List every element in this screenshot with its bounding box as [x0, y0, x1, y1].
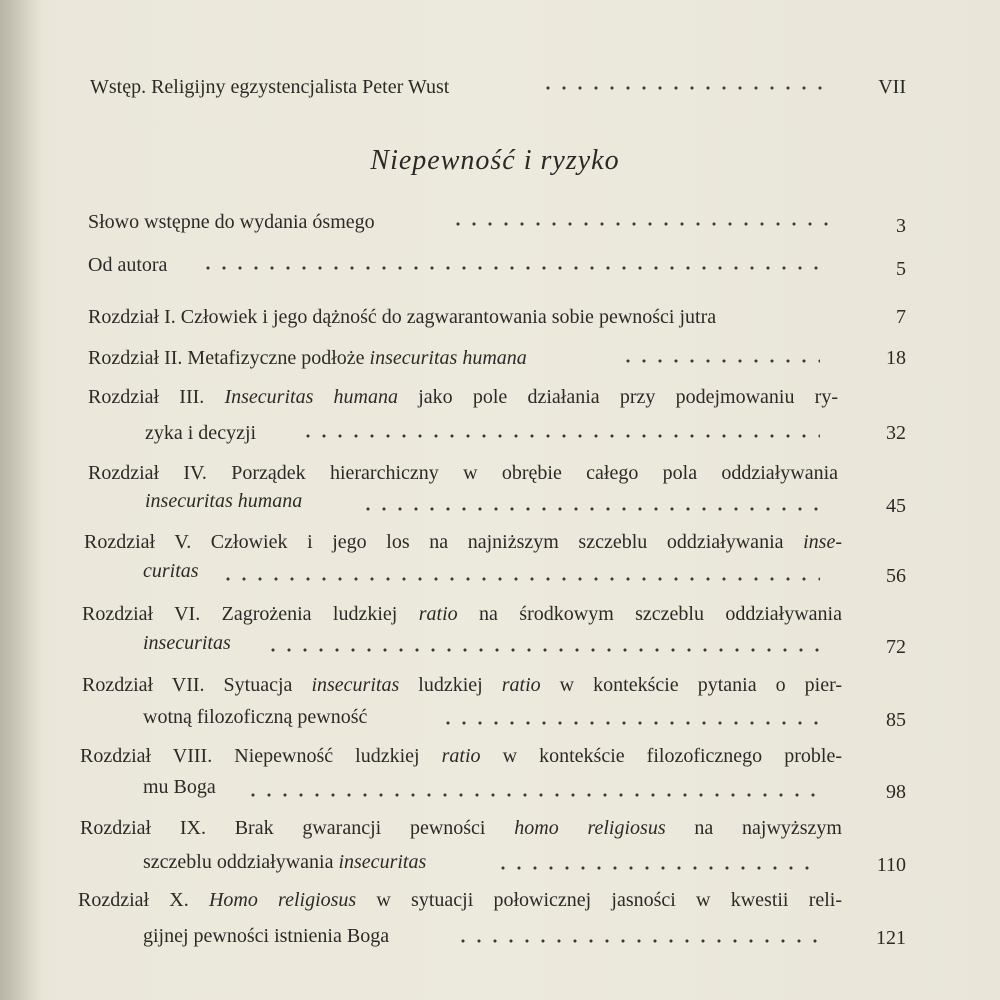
chapter-10-leader-dots	[455, 931, 820, 951]
italic-term: curitas	[143, 560, 199, 582]
text-segment: Rozdział VIII. Niepewność ludzkiej	[80, 745, 442, 767]
italic-term: insecuritas	[311, 674, 400, 696]
text-segment: Rozdział VI. Zagrożenia ludzkiej	[82, 603, 419, 625]
text-segment: Rozdział X.	[78, 889, 209, 911]
chapter-2-line-1	[88, 341, 527, 375]
chapter-3-page-number: 32	[886, 422, 906, 444]
chapter-4-leader-dots	[360, 499, 820, 519]
text-segment: Rozdział V. Człowiek i jego los na najniższym szczeblu oddziaływania	[84, 531, 804, 553]
chapter-3-line-1	[88, 380, 838, 414]
chapter-10-line-1	[78, 883, 842, 917]
text-segment: Rozdział II. Metafizyczne podłoże	[88, 347, 370, 369]
chapter-6-leader-dots	[265, 640, 820, 660]
text-segment: na najwyższym	[665, 817, 842, 839]
text-segment: w kontekście filozoficznego proble-	[480, 745, 842, 767]
text-segment: gijnej pewności istnienia Boga	[143, 925, 390, 947]
italic-term: insecuritas	[143, 632, 231, 654]
chapter-9-leader-dots	[495, 858, 820, 878]
italic-term: Homo religiosus	[208, 889, 357, 911]
text-segment: Rozdział IV. Porządek hierarchiczny w obrębie całego pola oddziaływania	[88, 462, 838, 484]
front-entry-author-dots	[200, 258, 830, 278]
text-segment: zyka i decyzji	[145, 422, 257, 444]
text-segment: na środkowym szczeblu oddziaływania	[457, 603, 842, 625]
chapter-7-page-number: 85	[886, 709, 906, 731]
text-segment: mu Boga	[143, 776, 216, 798]
chapter-9-line-1	[80, 811, 842, 845]
italic-term: ratio	[418, 603, 458, 625]
chapter-8-page-number: 98	[886, 781, 906, 803]
chapter-10-line-2	[143, 919, 389, 953]
italic-term: Insecuritas humana	[224, 386, 398, 408]
chapter-7-leader-dots	[440, 713, 820, 733]
chapter-10-page-number: 121	[876, 927, 906, 949]
text-segment: Rozdział I. Człowiek i jego dążność do zagwarantowania sobie pewności jutra	[88, 306, 717, 328]
front-entry-preface-title: Słowo wstępne do wydania ósmego	[88, 211, 375, 233]
italic-term: insecuritas	[338, 851, 427, 873]
italic-term: insecuritas humana	[369, 347, 527, 369]
section-title: Niepewność i ryzyko	[370, 145, 620, 176]
chapter-1-page-number: 7	[896, 306, 906, 328]
chapter-2-leader-dots	[620, 351, 820, 371]
text-segment: w sytuacji połowicznej jasności w kwestii reli-	[356, 889, 843, 911]
text-segment: Rozdział III.	[88, 386, 225, 408]
front-entry-preface-page: 3	[896, 215, 906, 237]
intro-leader-dots	[540, 78, 830, 98]
italic-term: ratio	[501, 674, 541, 696]
text-segment: w kontekście pytania o pier-	[540, 674, 842, 696]
chapter-7-line-2	[143, 700, 367, 734]
chapter-4-page-number: 45	[886, 495, 906, 517]
chapter-6-line-2	[143, 626, 231, 660]
chapter-9-page-number: 110	[876, 854, 906, 876]
front-entry-preface-dots	[450, 214, 830, 234]
text-segment: Rozdział VII. Sytuacja	[82, 674, 312, 696]
intro-page-number: VII	[878, 76, 906, 98]
chapter-3-leader-dots	[300, 426, 820, 446]
chapter-8-line-2	[143, 770, 216, 804]
italic-term: inse-	[803, 531, 842, 553]
chapter-6-page-number: 72	[886, 636, 906, 658]
text-segment: wotną filozoficzną pewność	[143, 706, 368, 728]
front-entry-author-title: Od autora	[88, 254, 168, 276]
chapter-8-line-1	[80, 739, 842, 773]
chapter-5-page-number: 56	[886, 565, 906, 587]
text-segment: Rozdział IX. Brak gwarancji pewności	[80, 817, 515, 839]
chapter-5-line-2	[143, 554, 199, 588]
chapter-1-line-1	[88, 300, 716, 334]
intro-entry-title: Wstęp. Religijny egzystencjalista Peter Wust	[90, 76, 450, 98]
chapter-3-line-2	[145, 416, 256, 450]
italic-term: homo religiosus	[514, 817, 666, 839]
chapter-4-line-2	[145, 484, 302, 518]
text-segment: ludzkiej	[399, 674, 502, 696]
chapter-9-line-2	[143, 845, 426, 879]
chapter-8-leader-dots	[245, 785, 820, 805]
front-entry-author-page: 5	[896, 258, 906, 280]
italic-term: insecuritas humana	[145, 490, 303, 512]
chapter-5-leader-dots	[220, 569, 820, 589]
text-segment: jako pole działania przy podejmowaniu ry-	[398, 386, 838, 408]
chapter-7-line-1	[82, 668, 842, 702]
text-segment: szczeblu oddziaływania	[143, 851, 339, 873]
italic-term: ratio	[441, 745, 481, 767]
chapter-2-page-number: 18	[886, 347, 906, 369]
